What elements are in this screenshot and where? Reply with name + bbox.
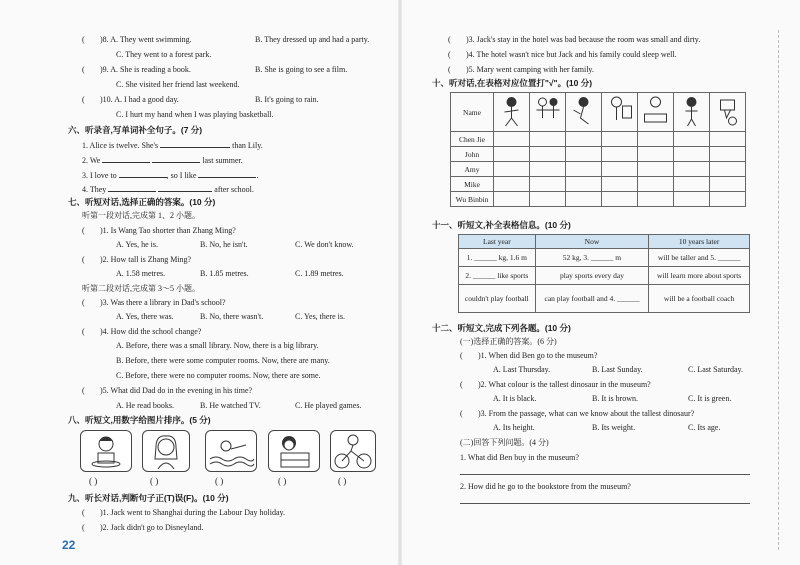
- line-pre: 2. We: [82, 156, 101, 165]
- child-swimming-icon: [206, 431, 256, 471]
- check-cell[interactable]: [494, 132, 530, 147]
- option-a[interactable]: A. They went swimming.: [110, 35, 192, 44]
- check-cell[interactable]: [710, 147, 746, 162]
- q-num: )3.: [466, 35, 475, 44]
- girl-portrait-icon: [143, 431, 189, 471]
- check-cell[interactable]: [494, 147, 530, 162]
- q-num: )2.: [100, 255, 109, 264]
- activity-col-5: [638, 93, 674, 132]
- name-cell: Amy: [451, 162, 494, 177]
- blank[interactable]: [160, 139, 230, 148]
- s7-q4: ( )4. How did the school change?: [82, 327, 202, 336]
- q-text: Was there a library in Dad's school?: [110, 298, 226, 307]
- order-answer[interactable]: ( ): [89, 476, 98, 486]
- option-c[interactable]: C. 1.89 metres.: [295, 269, 344, 278]
- option-c[interactable]: C. She visited her friend last weekend.: [116, 80, 240, 89]
- option-b[interactable]: B. She is going to see a film.: [255, 65, 348, 74]
- name-header: Name: [451, 93, 494, 132]
- part-instruction: 听第二段对话,完成第 3～5 小题。: [82, 284, 200, 293]
- child-reading-icon: [269, 431, 319, 471]
- check-cell[interactable]: [674, 132, 710, 147]
- option-a[interactable]: A. It is black.: [493, 394, 537, 403]
- answer-line[interactable]: [460, 503, 750, 504]
- option-a[interactable]: A. 1.58 metres.: [116, 269, 166, 278]
- option-c[interactable]: C. We don't know.: [295, 240, 354, 249]
- line-post: , so I like: [166, 171, 197, 180]
- option-b[interactable]: B. Before, there were some computer rooms. Now, there are many.: [116, 356, 330, 365]
- table-cell[interactable]: will be taller and 5. ______: [649, 249, 750, 267]
- child-eating-icon: [81, 431, 131, 471]
- boy-skating-icon: [566, 94, 601, 128]
- check-cell[interactable]: [530, 132, 566, 147]
- option-c[interactable]: C. He played games.: [295, 401, 362, 410]
- option-c[interactable]: C. They went to a forest park.: [116, 50, 212, 59]
- section-9-title: 九、听长对话,判断句子正(T)误(F)。(10 分): [68, 493, 229, 503]
- option-c[interactable]: C. I hurt my hand when I was playing basketball.: [116, 110, 274, 119]
- table-cell[interactable]: 1. ______ kg, 1.6 m: [459, 249, 536, 267]
- check-cell[interactable]: [566, 147, 602, 162]
- order-answer[interactable]: ( ): [150, 476, 159, 486]
- col-header: Now: [535, 235, 649, 249]
- s7-q5: ( )5. What did Dad do in the evening in his time?: [82, 386, 253, 395]
- s9-q4: ( )4. The hotel wasn't nice but Jack and his family could sleep well.: [448, 50, 677, 59]
- option-b[interactable]: B. No, there wasn't.: [200, 312, 264, 321]
- picture-2: [142, 430, 190, 472]
- order-answer[interactable]: ( ): [278, 476, 287, 486]
- s7-q3: ( )3. Was there a library in Dad's school?: [82, 298, 226, 307]
- order-answer[interactable]: ( ): [338, 476, 347, 486]
- activity-col-2: [530, 93, 566, 132]
- info-table: [458, 234, 750, 313]
- q-num: )1.: [478, 351, 487, 360]
- q-text: How did the school change?: [110, 327, 202, 336]
- line-pre: 1. Alice is twelve. She's: [82, 141, 159, 150]
- check-cell[interactable]: [530, 162, 566, 177]
- check-cell[interactable]: [638, 177, 674, 192]
- q-num: )9.: [100, 65, 109, 74]
- check-cell[interactable]: [602, 162, 638, 177]
- line-pre: 3. I love to: [82, 171, 117, 180]
- option-c[interactable]: C. Yes, there is.: [295, 312, 346, 321]
- q-num: )2.: [100, 523, 109, 532]
- check-cell[interactable]: [638, 147, 674, 162]
- check-cell[interactable]: [674, 147, 710, 162]
- q-num: )5.: [466, 65, 475, 74]
- q-num: )2.: [478, 380, 487, 389]
- table-cell: will be a football coach: [649, 285, 750, 313]
- check-cell[interactable]: [710, 132, 746, 147]
- check-cell[interactable]: [494, 162, 530, 177]
- option-a[interactable]: A. Before, there was a small library. Now, there is a big library.: [116, 341, 319, 350]
- blank[interactable]: [152, 154, 200, 163]
- page-number: 22: [62, 538, 76, 552]
- order-answer[interactable]: ( ): [215, 476, 224, 486]
- option-a[interactable]: A. I had a good day.: [114, 95, 179, 104]
- table-cell: will learn more about sports: [649, 267, 750, 285]
- q-text: What did Dad do in the evening in his time?: [110, 386, 253, 395]
- fill-line-1: [82, 139, 263, 151]
- q-text: From the passage, what can we know about the tallest dinosaur?: [488, 409, 695, 418]
- line-pre: 4. They: [82, 185, 107, 194]
- fill-line-3: 3. I love to , so I like .: [82, 171, 259, 180]
- check-cell[interactable]: [530, 177, 566, 192]
- picture-4: [268, 430, 320, 472]
- q-num: )4.: [100, 327, 109, 336]
- boy-playing-icon: [494, 94, 529, 128]
- name-cell: Mike: [451, 177, 494, 192]
- activity-col-4: [602, 93, 638, 132]
- sub-instruction: (一)选择正确的答案。(6 分): [460, 337, 557, 346]
- q-text: What colour is the tallest dinosaur in the museum?: [488, 380, 651, 389]
- q-num: )5.: [100, 386, 109, 395]
- option-b[interactable]: B. Last Sunday.: [592, 365, 643, 374]
- q-num: )3.: [478, 409, 487, 418]
- check-cell[interactable]: [710, 177, 746, 192]
- section-7-title: 七、听短对话,选择正确的答案。(10 分): [68, 197, 216, 207]
- table-cell[interactable]: 2. ______ like sports: [459, 267, 536, 285]
- child-piano-icon: [638, 94, 673, 128]
- option-b[interactable]: B. They dressed up and had a party.: [255, 35, 370, 44]
- section-8-title: 八、听短文,用数字给图片排序。(5 分): [68, 415, 211, 425]
- q-num: )1.: [100, 508, 109, 517]
- check-cell[interactable]: [674, 162, 710, 177]
- activity-col-6: [674, 93, 710, 132]
- blank[interactable]: [102, 154, 150, 163]
- line-post: than Lily.: [232, 141, 263, 150]
- option-b[interactable]: B. It is brown.: [592, 394, 638, 403]
- option-b[interactable]: B. Its weight.: [592, 423, 636, 432]
- basketball-hoop-icon: [710, 94, 745, 128]
- check-cell[interactable]: [602, 132, 638, 147]
- activity-col-7: [710, 93, 746, 132]
- girl-painting-icon: [602, 94, 637, 128]
- s7-q2: ( )2. How tall is Zhang Ming?: [82, 255, 192, 264]
- table-cell: play sports every day: [535, 267, 649, 285]
- q-text: Jack went to Shanghai during the Labour Day holiday.: [110, 508, 285, 517]
- q-num: )1.: [100, 226, 109, 235]
- answer-line[interactable]: [460, 474, 750, 475]
- boy-standing-icon: [674, 94, 709, 128]
- child-cycling-icon: [331, 431, 375, 471]
- check-cell[interactable]: [602, 147, 638, 162]
- line-post: after school.: [214, 185, 254, 194]
- fill-line-2: [82, 154, 243, 166]
- s9-q2: ( )2. Jack didn't go to Disneyland.: [82, 523, 204, 532]
- kids-dancing-icon: [530, 94, 565, 128]
- picture-1: [80, 430, 132, 472]
- s7-q1: ( )1. Is Wang Tao shorter than Zhang Ming?: [82, 226, 236, 235]
- check-cell[interactable]: [638, 162, 674, 177]
- s9-q5: ( )5. Mary went camping with her family.: [448, 65, 594, 74]
- option-b[interactable]: B. He watched TV.: [200, 401, 261, 410]
- option-a[interactable]: A. Last Thursday.: [493, 365, 551, 374]
- col-header: Last year: [459, 235, 536, 249]
- section-10-title: 十、听对话,在表格对应位置打"√"。(10 分): [432, 78, 593, 88]
- check-cell[interactable]: [638, 132, 674, 147]
- check-cell[interactable]: [566, 132, 602, 147]
- activity-col-3: [566, 93, 602, 132]
- blank[interactable]: [198, 169, 256, 178]
- blank[interactable]: [158, 183, 212, 192]
- check-cell[interactable]: [602, 192, 638, 207]
- option-b[interactable]: B. No, he isn't.: [200, 240, 248, 249]
- fill-line-4: [82, 183, 254, 195]
- option-c[interactable]: C. Before, there were no computer rooms. Now, there are some.: [116, 371, 321, 380]
- blank[interactable]: [108, 183, 156, 192]
- s9-q3: ( )3. Jack's stay in the hotel was bad because the room was small and dirty.: [448, 35, 701, 44]
- option-c[interactable]: C. Last Saturday.: [688, 365, 744, 374]
- check-cell[interactable]: [710, 162, 746, 177]
- option-c[interactable]: C. It is green.: [688, 394, 732, 403]
- check-cell[interactable]: [674, 192, 710, 207]
- page-fold: [398, 0, 402, 565]
- q8-row: ( )8. A. They went swimming.: [82, 35, 192, 44]
- option-b[interactable]: B. 1.85 metres.: [200, 269, 249, 278]
- s9-q1: ( )1. Jack went to Shanghai during the Labour Day holiday.: [82, 508, 285, 517]
- check-cell[interactable]: [710, 192, 746, 207]
- q-text: The hotel wasn't nice but Jack and his family could sleep well.: [476, 50, 677, 59]
- check-cell[interactable]: [494, 177, 530, 192]
- table-cell: couldn't play football: [459, 285, 536, 313]
- name-cell: Wu Binbin: [451, 192, 494, 207]
- q-num: )8.: [100, 35, 109, 44]
- check-cell[interactable]: [494, 192, 530, 207]
- q-text: Mary went camping with her family.: [476, 65, 594, 74]
- part-instruction: 听第一段对话,完成第 1、2 小题。: [82, 211, 200, 220]
- s12-q1: ( )1. When did Ben go to the museum?: [460, 351, 598, 360]
- written-question-1: 1. What did Ben buy in the museum?: [460, 453, 579, 462]
- option-c[interactable]: C. Its age.: [688, 423, 721, 432]
- q10-row: ( )10. A. I had a good day.: [82, 95, 179, 104]
- check-cell[interactable]: [638, 192, 674, 207]
- checkmark-table: [450, 92, 746, 207]
- q9-row: ( )9. A. She is reading a book.: [82, 65, 191, 74]
- q-num: )10.: [100, 95, 113, 104]
- q-text: Is Wang Tao shorter than Zhang Ming?: [110, 226, 236, 235]
- name-cell: John: [451, 147, 494, 162]
- s12-q3: ( )3. From the passage, what can we know about the tallest dinosaur?: [460, 409, 695, 418]
- section-6-title: 六、听录音,写单词补全句子。(7 分): [68, 125, 203, 135]
- q-text: How tall is Zhang Ming?: [110, 255, 192, 264]
- option-a[interactable]: A. She is reading a book.: [110, 65, 191, 74]
- picture-3: [205, 430, 257, 472]
- written-question-2: 2. How did he go to the bookstore from the museum?: [460, 482, 631, 491]
- q-text: Jack didn't go to Disneyland.: [110, 523, 204, 532]
- line-post: last summer.: [202, 156, 243, 165]
- check-cell[interactable]: [530, 147, 566, 162]
- table-cell[interactable]: can play football and 4. ______: [535, 285, 649, 313]
- blank[interactable]: [119, 169, 167, 178]
- option-a[interactable]: A. Yes, there was.: [116, 312, 174, 321]
- option-a[interactable]: A. He read books.: [116, 401, 174, 410]
- section-12-title: 十二、听短文,完成下列各题。(10 分): [432, 323, 571, 333]
- table-cell[interactable]: 52 kg, 3. ______ m: [535, 249, 649, 267]
- option-b[interactable]: B. It's going to rain.: [255, 95, 319, 104]
- q-text: Jack's stay in the hotel was bad because the room was small and dirty.: [476, 35, 701, 44]
- check-cell[interactable]: [602, 177, 638, 192]
- option-a[interactable]: A. Yes, he is.: [116, 240, 159, 249]
- section-11-title: 十一、听短文,补全表格信息。(10 分): [432, 220, 571, 230]
- s12-q2: ( )2. What colour is the tallest dinosaur in the museum?: [460, 380, 651, 389]
- q-num: )4.: [466, 50, 475, 59]
- q-num: )3.: [100, 298, 109, 307]
- activity-col-1: [494, 93, 530, 132]
- check-cell[interactable]: [530, 192, 566, 207]
- sub-instruction: (二)回答下列问题。(4 分): [460, 438, 549, 447]
- option-a[interactable]: A. Its height.: [493, 423, 535, 432]
- margin-binding-line: [778, 30, 780, 550]
- check-cell[interactable]: [566, 162, 602, 177]
- check-cell[interactable]: [566, 192, 602, 207]
- name-cell: Chen Jie: [451, 132, 494, 147]
- col-header: 10 years later: [649, 235, 750, 249]
- check-cell[interactable]: [674, 177, 710, 192]
- check-cell[interactable]: [566, 177, 602, 192]
- q-text: When did Ben go to the museum?: [488, 351, 598, 360]
- picture-5: [330, 430, 376, 472]
